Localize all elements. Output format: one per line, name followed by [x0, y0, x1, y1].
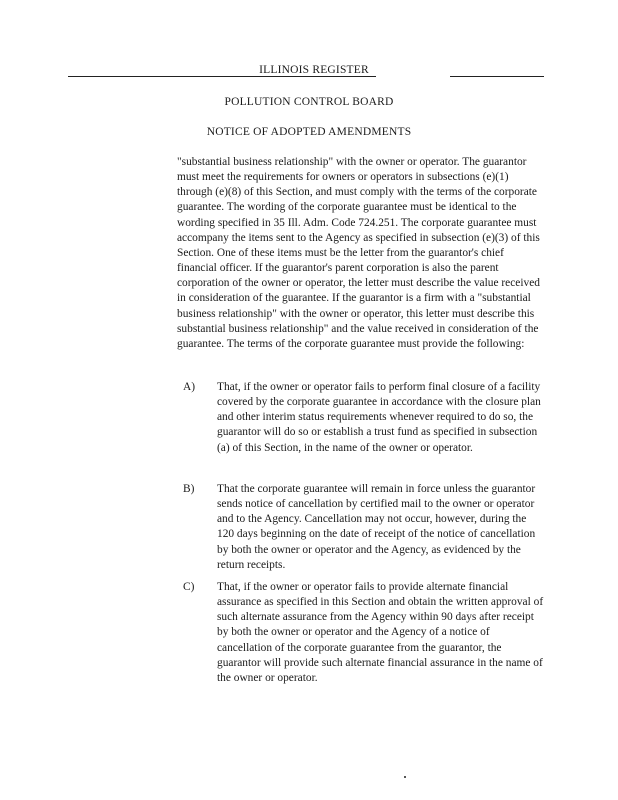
list-item-text: That, if the owner or operator fails to perform final closure of a facility covered by the corporate guarantee in accordance with the closure plan and other interim status requirements whenever required to do so, the guarantor will do so or establish a trust fund as specified in subsection (a) of this Section, in the name of the owner or operator.: [217, 381, 541, 454]
header-rule-right: [450, 76, 544, 77]
header-rule-left: [68, 76, 376, 77]
list-item-marker: C): [183, 581, 195, 593]
list-item-text: That the corporate guarantee will remain in force unless the guarantor sends notice of cancellation by certified mail to the owner or operator and to the Agency. Cancellation may not occur, however, during the 120 days beginning on the date of receipt of the notice of cancellation by both the owner or operator and the Agency, as evidenced by the return receipts.: [217, 483, 536, 571]
board-name: POLLUTION CONTROL BOARD: [224, 96, 394, 108]
notice-heading: NOTICE OF ADOPTED AMENDMENTS: [206, 126, 412, 138]
intro-paragraph: "substantial business relationship" with the owner or operator. The guarantor must meet the requirements for owners or operators in subsections (e)(1) through (e)(8) of this Section, and must comply with the terms of the corporate guarantee. The wording of the corporate guarantee must be identical to the wording specified in 35 Ill. Adm. Code 724.251. The corporate guarantee must accompany the items sent to the Agency as specified in subsection (e)(3) of this Section. One of these items must be the letter from the guarantor's chief financial officer. If the guarantor's parent corporation is also the parent corporation of the owner or operator, the letter must describe the value received in consideration of the guarantee. If the guarantor is a firm with a "substantial business relationship" with the owner or operator, this letter must describe this substantial business relationship" and the value received in consideration of the guarantee. The terms of the corporate guarantee must provide the following:: [177, 156, 540, 350]
list-item-marker: B): [183, 483, 195, 495]
list-item-marker: A): [183, 381, 196, 393]
register-title: [0, 64, 618, 76]
list-item-text: That, if the owner or operator fails to provide alternate financial assurance as specified in this Section and obtain the written approval of such alternate assurance from the Agency within 90 days after receipt by both the owner or operator and the Agency of a notice of cancellation of the corporate guarantee from the guarantor, the guarantor will provide such alternate financial assurance in the name of the owner or operator.: [217, 581, 544, 684]
register-title-text: ILLINOIS REGISTER: [259, 64, 369, 76]
scan-speck: [404, 776, 406, 778]
